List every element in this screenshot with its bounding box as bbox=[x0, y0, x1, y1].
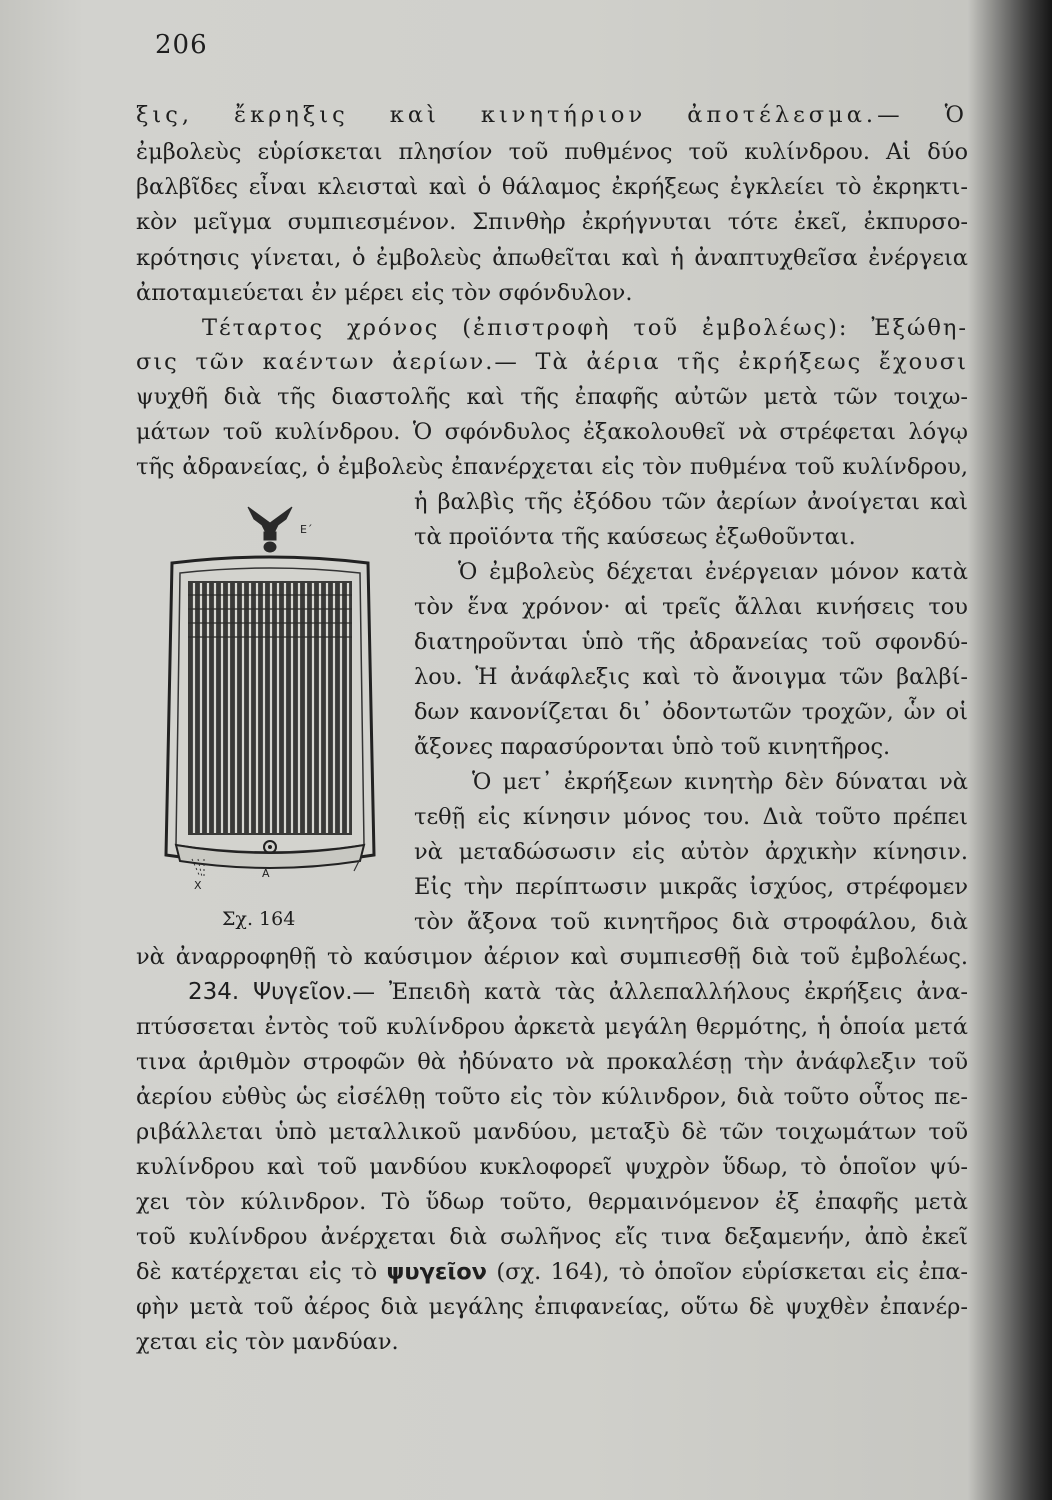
figure-radiator bbox=[150, 497, 390, 907]
text-line-6: ἀποταμιεύεται ἐν μέρει εἰς τὸν σφόνδυλον. bbox=[136, 280, 633, 306]
figure-caption: Σχ. 164 bbox=[222, 908, 296, 930]
wrap-line-3: Ὁ ἐμβολεὺς δέχεται ἐνέργειαν μόνον κατὰ bbox=[458, 559, 968, 585]
text-line-8: σις τῶν καέντων ἀερίων.— Τὰ ἀέρια τῆς ἐκρήξεως ἔχουσι bbox=[136, 349, 968, 375]
section-line-10: χεται εἰς τὸν μανδύαν. bbox=[136, 1329, 399, 1355]
section-line-2: τινα ἀριθμὸν στροφῶν θὰ ἠδύνατο νὰ προκαλέσῃ τὴν ἀνάφλεξιν τοῦ bbox=[136, 1049, 968, 1075]
text-line-7: Τέταρτος χρόνος (ἐπιστροφὴ τοῦ ἐμβολέως): Ἐξώθη- bbox=[202, 315, 968, 341]
text-line-9: ψυχθῆ διὰ τῆς διαστολῆς καὶ τῆς ἐπαφῆς αὐτῶν μετὰ τῶν τοιχω- bbox=[136, 384, 968, 410]
section-line-3: ἀερίου εὐθὺς ὡς εἰσέλθῃ τοῦτο εἰς τὸν κύλινδρον, διὰ τοῦτο οὗτος πε- bbox=[136, 1084, 968, 1110]
radiator-grille-icon bbox=[150, 497, 390, 907]
figure-label-x: Χ bbox=[194, 879, 202, 892]
wrap-line-8: ἄξονες παρασύρονται ὑπὸ τοῦ κινητῆρος. bbox=[414, 734, 891, 760]
wrap-line-1: ἡ βαλβὶς τῆς ἐξόδου τῶν ἀερίων ἀνοίγεται καὶ bbox=[414, 489, 968, 515]
section-line-8 bbox=[136, 1257, 968, 1287]
section-line-1: πτύσσεται ἐντὸς τοῦ κυλίνδρου ἀρκετὰ μεγάλη θερμότης, ἡ ὁποία μετά bbox=[136, 1014, 968, 1040]
page-number: 206 bbox=[155, 30, 208, 60]
text-line-2: ἐμβολεὺς εὑρίσκεται πλησίον τοῦ πυθμένος τοῦ κυλίνδρου. Αἱ δύο bbox=[136, 139, 968, 165]
wrap-line-5: διατηροῦνται ὑπὸ τῆς ἀδρανείας τοῦ σφονδύ- bbox=[414, 629, 968, 655]
wrap-line-11: νὰ μεταδώσωσιν εἰς αὐτὸν ἀρχικὴν κίνησιν. bbox=[414, 839, 968, 865]
wrap-line-2: τὰ προϊόντα τῆς καύσεως ἐξωθοῦνται. bbox=[414, 524, 856, 550]
text-line-3: βαλβῖδες εἶναι κλεισταὶ καὶ ὁ θάλαμος ἐκρήξεως ἐγκλείει τὸ ἐκρηκτι- bbox=[136, 174, 968, 200]
section-heading-line bbox=[188, 977, 968, 1007]
figure-label-a: Α bbox=[262, 867, 270, 880]
section-line-5: κυλίνδρου καὶ τοῦ μανδύου κυκλοφορεῖ ψυχρὸν ὕδωρ, τὸ ὁποῖον ψύ- bbox=[136, 1154, 968, 1180]
ref-line-after: (σχ. 164), τὸ ὁποῖον εὑρίσκεται εἰς ἐπα- bbox=[487, 1259, 968, 1285]
wrap-line-13: τὸν ἄξονα τοῦ κινητῆρος διὰ στροφάλου, διὰ bbox=[414, 909, 968, 935]
text-line-5: κρότησις γίνεται, ὁ ἐμβολεὺς ἀπωθεῖται καὶ ἡ ἀναπτυχθεῖσα ἐνέργεια bbox=[136, 245, 968, 271]
wrap-line-6: λου. Ἡ ἀνάφλεξις καὶ τὸ ἄνοιγμα τῶν βαλβί- bbox=[414, 664, 968, 690]
text-line-11: τῆς ἀδρανείας, ὁ ἐμβολεὺς ἐπανέρχεται εἰς τὸν πυθμένα τοῦ κυλίνδρου, bbox=[136, 454, 968, 480]
wrap-line-7: δων κανονίζεται δι᾽ ὀδοντωτῶν τροχῶν, ὧν οἱ bbox=[414, 699, 968, 725]
text-line-1: ξις, ἔκρηξις καὶ κινητήριον ἀποτέλεσμα.— Ὁ bbox=[136, 102, 968, 128]
ref-line-before: δὲ κατέρχεται εἰς τὸ bbox=[136, 1259, 387, 1285]
section-line-9: φὴν μετὰ τοῦ ἀέρος διὰ μεγάλης ἐπιφανείας, οὕτω δὲ ψυχθὲν ἐπανέρ- bbox=[136, 1294, 968, 1320]
figure-label-e: Ε΄ bbox=[300, 523, 313, 536]
section-first-line: — Ἐπειδὴ κατὰ τὰς ἀλλεπαλλήλους ἐκρήξεις ἀνα- bbox=[352, 979, 968, 1005]
section-line-4: ριβάλλεται ὑπὸ μεταλλικοῦ μανδύου, μεταξὺ δὲ τῶν τοιχωμάτων τοῦ bbox=[136, 1119, 968, 1145]
text-line-after-figure: νὰ ἀναρροφηθῇ τὸ καύσιμον ἀέριον καὶ συμπιεσθῇ διὰ τοῦ ἐμβολέως. bbox=[136, 944, 968, 970]
section-title: Ψυγεῖον. bbox=[253, 979, 353, 1005]
wrap-line-9: Ὁ μετ᾽ ἐκρήξεων κινητὴρ δὲν δύναται νὰ bbox=[472, 769, 968, 795]
wrap-line-4: τὸν ἕνα χρόνον· αἱ τρεῖς ἄλλαι κινήσεις του bbox=[414, 594, 968, 620]
eagle-mascot-icon bbox=[248, 507, 292, 552]
wrap-line-12: Εἰς τὴν περίπτωσιν μικρᾶς ἰσχύος, στρέφομεν bbox=[414, 874, 968, 900]
wrap-line-10: τεθῇ εἰς κίνησιν μόνος του. Διὰ τοῦτο πρέπει bbox=[414, 804, 968, 830]
text-line-4: κὸν μεῖγμα συμπιεσμένον. Σπινθὴρ ἐκρήγνυται τότε ἐκεῖ, ἐκπυρσο- bbox=[136, 209, 968, 235]
section-line-6: χει τὸν κύλινδρον. Τὸ ὕδωρ τοῦτο, θερμαινόμενον ἐξ ἐπαφῆς μετὰ bbox=[136, 1189, 968, 1215]
section-line-7: τοῦ κυλίνδρου ἀνέρχεται διὰ σωλῆνος εἴς τινα δεξαμενήν, ἀπὸ ἐκεῖ bbox=[136, 1224, 968, 1250]
section-number: 234. bbox=[188, 979, 240, 1005]
text-line-10: μάτων τοῦ κυλίνδρου. Ὁ σφόνδυλος ἐξακολουθεῖ νὰ στρέφεται λόγῳ bbox=[136, 419, 968, 445]
ref-line-bold-term: ψυγεῖον bbox=[386, 1259, 487, 1285]
